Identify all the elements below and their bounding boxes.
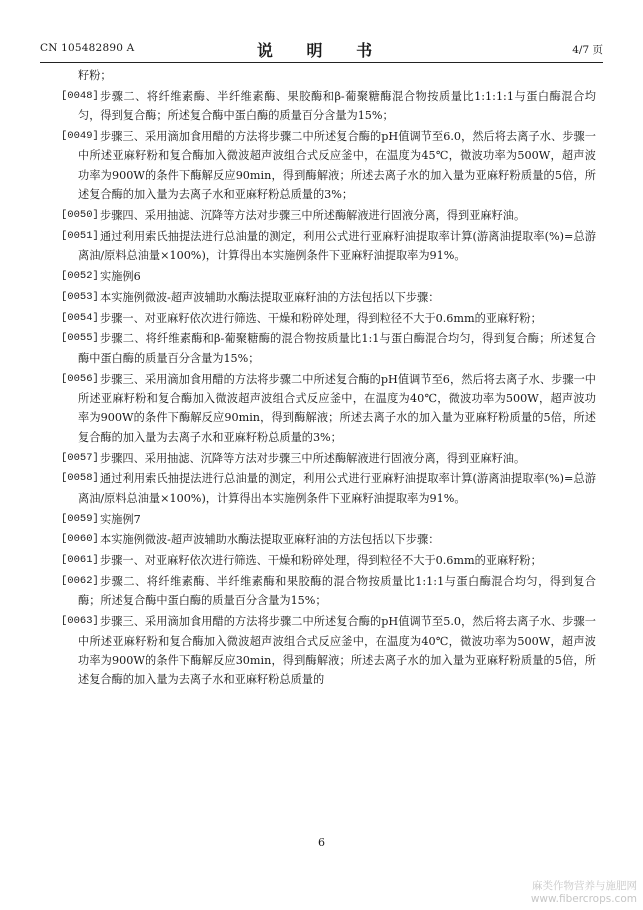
paragraph-text: 步骤四、采用抽滤、沉降等方法对步骤三中所述酶解液进行固液分离，得到亚麻籽油。 — [100, 451, 526, 465]
paragraph — [61, 530, 596, 549]
paragraph — [61, 329, 596, 368]
paragraph — [78, 66, 596, 85]
paragraph-number: [0057] — [61, 451, 99, 464]
paragraph-number: [0051] — [61, 229, 99, 242]
paragraph-text: 籽粉； — [78, 69, 112, 82]
page-header — [40, 38, 603, 62]
paragraph — [61, 469, 596, 508]
paragraph-number: [0058] — [61, 472, 99, 485]
document-body — [61, 66, 596, 691]
page-indicator: 4/7 页 — [572, 44, 603, 56]
paragraph-text: 步骤二、将纤维素酶和β-葡聚糖酶的混合物按质量比1:1与蛋白酶混合均匀，得到复合酶；所述复合酶中蛋白酶的质量百分含量为15%； — [78, 332, 596, 365]
document-id: CN 105482890 A — [40, 42, 135, 54]
paragraph-text: 步骤四、采用抽滤、沉降等方法对步骤三中所述酶解液进行固液分离，得到亚麻籽油。 — [100, 209, 526, 223]
document-title: 说 明 书 — [256, 41, 387, 60]
paragraph — [61, 551, 596, 570]
paragraph-number: [0053] — [61, 290, 99, 303]
paragraph — [61, 510, 596, 529]
paragraph-number: [0056] — [61, 372, 99, 385]
paragraph-number: [0048] — [61, 89, 99, 102]
paragraph-text: 本实施例微波-超声波辅助水酶法提取亚麻籽油的方法包括以下步骤： — [100, 290, 440, 304]
paragraph — [61, 288, 596, 307]
paragraph-text: 本实施例微波-超声波辅助水酶法提取亚麻籽油的方法包括以下步骤： — [100, 533, 440, 547]
paragraph — [61, 370, 596, 448]
paragraph — [61, 267, 596, 286]
paragraph — [61, 612, 596, 690]
paragraph — [61, 309, 596, 328]
section-heading: 实施例6 — [100, 270, 141, 284]
paragraph-text: 通过利用索氏抽提法进行总油量的测定，利用公式进行亚麻籽油提取率计算(游离油提取率(%)=总游离油/原料总油量×100%)，计算得出本实施例条件下亚麻籽油提取率为91%。 — [78, 472, 596, 505]
paragraph-number: [0052] — [61, 270, 99, 283]
header-divider — [40, 62, 603, 63]
paragraph-text: 步骤一、对亚麻籽依次进行筛选、干燥和粉碎处理，得到粒径不大于0.6mm的亚麻籽粉； — [100, 554, 542, 568]
paragraph-text: 步骤二、将纤维素酶、半纤维素酶和果胶酶的混合物按质量比1:1:1与蛋白酶混合均匀，得到复合酶；所述复合酶中蛋白酶的质量百分含量为15%； — [78, 575, 596, 608]
paragraph-number: [0062] — [61, 575, 99, 588]
paragraph-number: [0049] — [61, 130, 99, 142]
paragraph-number: [0054] — [61, 311, 99, 324]
paragraph-number: [0050] — [61, 209, 99, 222]
paragraph-text: 步骤一、对亚麻籽依次进行筛选、干燥和粉碎处理，得到粒径不大于0.6mm的亚麻籽粉； — [100, 311, 542, 325]
paragraph — [61, 227, 596, 266]
paragraph-number: [0059] — [61, 512, 99, 525]
page-number: 6 — [318, 836, 325, 849]
paragraph-text: 步骤三、采用滴加食用醋的方法将步骤二中所述复合酶的pH值调节至5.0，然后将去离子水、步骤一中所述亚麻籽粉和复合酶加入微波超声波组合式反应釜中，在温度为40℃，微波功率为500W，超声波功率为900W的条件下酶解反应30min，得到酶解液；所述去离子水的加入量为亚麻籽粉质量的5倍，所述复合酶的加入量为去离子水和亚麻籽粉总质量的 — [78, 615, 596, 687]
watermark-site-name: 麻类作物营养与施肥网 — [532, 880, 637, 892]
paragraph-number: [0055] — [61, 332, 99, 345]
paragraph — [61, 87, 596, 126]
paragraph — [61, 572, 596, 611]
paragraph — [61, 449, 596, 468]
paragraph-text: 通过利用索氏抽提法进行总油量的测定，利用公式进行亚麻籽油提取率计算(游离油提取率(%)=总游离油/原料总油量×100%)，计算得出本实施例条件下亚麻籽油提取率为91%。 — [78, 229, 596, 263]
paragraph-text: 步骤三、采用滴加食用醋的方法将步骤二中所述复合酶的pH值调节至6.0，然后将去离子水、步骤一中所述亚麻籽粉和复合酶加入微波超声波组合式反应釜中，在温度为45℃，微波功率为500W，超声波功率为900W的条件下酶解反应90min，得到酶解液；所述去离子水的加入量为亚麻籽粉质量的5倍，所述复合酶的加入量为去离子水和亚麻籽粉总质量的3%； — [78, 130, 596, 202]
paragraph-number: [0060] — [61, 533, 99, 546]
paragraph — [61, 206, 596, 225]
paragraph-text: 步骤三、采用滴加食用醋的方法将步骤二中所述复合酶的pH值调节至6，然后将去离子水、步骤一中所述亚麻籽粉和复合酶加入微波超声波组合式反应釜中，在温度为40℃，微波功率为500W，超声波功率为900W的条件下酶解反应90min，得到酶解液；所述去离子水的加入量为亚麻籽粉质量的5倍，所述复合酶的加入量为去离子水和亚麻籽粉总质量的3%； — [78, 372, 596, 444]
paragraph-text: 步骤二、将纤维素酶、半纤维素酶、果胶酶和β-葡聚糖酶混合物按质量比1:1:1:1与蛋白酶混合均匀，得到复合酶；所述复合酶中蛋白酶的质量百分含量为15%； — [78, 89, 596, 123]
watermark-url: www.fibercrops.com — [530, 893, 637, 905]
paragraph — [61, 127, 596, 205]
paragraph-number: [0061] — [61, 554, 99, 567]
paragraph-number: [0063] — [61, 615, 99, 628]
watermark — [531, 880, 637, 906]
section-heading: 实施例7 — [100, 512, 141, 526]
